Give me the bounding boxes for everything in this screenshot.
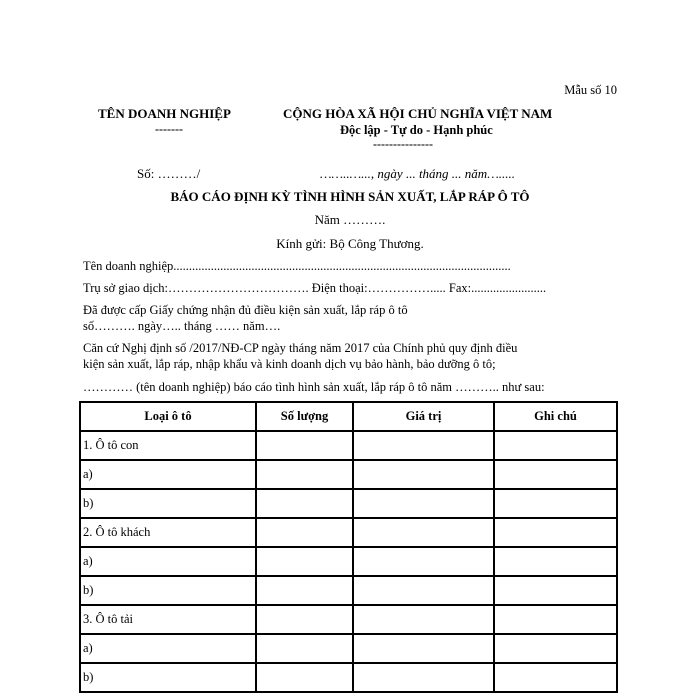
cell-quantity[interactable] <box>256 460 353 489</box>
cell-value[interactable] <box>353 576 494 605</box>
company-name-line: Tên doanh nghiệp............................................................................................................ <box>83 259 511 273</box>
cell-quantity[interactable] <box>256 605 353 634</box>
table-row <box>80 547 617 576</box>
recipient: Kính gửi: Bộ Công Thương. <box>276 236 424 251</box>
table-header-row <box>80 402 617 431</box>
document-number: Số: ………/ <box>137 166 201 181</box>
cell-notes[interactable] <box>494 547 617 576</box>
report-year: Năm ………. <box>314 212 386 227</box>
header-value: Giá trị <box>353 402 494 431</box>
table-row <box>80 634 617 663</box>
header-quantity: Số lượng <box>256 402 353 431</box>
address-line: Trụ sở giao dịch:……………………………. Điện thoại:……………..... Fax:........................ <box>83 281 547 295</box>
national-motto: Độc lập - Tự do - Hạnh phúc <box>340 123 493 137</box>
cell-vehicle-type: 1. Ô tô con <box>80 431 256 460</box>
cell-quantity[interactable] <box>256 634 353 663</box>
cell-vehicle-type: a) <box>80 460 256 489</box>
cell-vehicle-type: b) <box>80 489 256 518</box>
table-row <box>80 460 617 489</box>
cell-value[interactable] <box>353 663 494 692</box>
legal-basis-line-2: kiện sản xuất, lắp ráp, nhập khẩu và kinh doanh dịch vụ bảo hành, bảo dưỡng ô tô; <box>83 357 496 371</box>
certificate-line-1: Đã được cấp Giấy chứng nhận đủ điều kiện sản xuất, lắp ráp ô tô <box>83 303 408 317</box>
cell-notes[interactable] <box>494 431 617 460</box>
report-table <box>79 401 618 693</box>
cell-vehicle-type: 3. Ô tô tải <box>80 605 256 634</box>
cell-value[interactable] <box>353 605 494 634</box>
cell-quantity[interactable] <box>256 576 353 605</box>
national-title: CỘNG HÒA XÃ HỘI CHỦ NGHĨA VIỆT NAM <box>283 106 553 121</box>
cell-quantity[interactable] <box>256 547 353 576</box>
legal-basis-line-1: Căn cứ Nghị định số /2017/NĐ-CP ngày tháng năm 2017 của Chính phủ quy định điều <box>83 341 518 355</box>
table-row <box>80 489 617 518</box>
cell-vehicle-type: a) <box>80 547 256 576</box>
cell-quantity[interactable] <box>256 489 353 518</box>
cell-value[interactable] <box>353 547 494 576</box>
cell-notes[interactable] <box>494 489 617 518</box>
table-row <box>80 576 617 605</box>
table-row <box>80 431 617 460</box>
cell-vehicle-type: b) <box>80 663 256 692</box>
cell-notes[interactable] <box>494 460 617 489</box>
cell-value[interactable] <box>353 460 494 489</box>
report-title: BÁO CÁO ĐỊNH KỲ TÌNH HÌNH SẢN XUẤT, LẮP RÁP Ô TÔ <box>170 189 530 204</box>
cell-value[interactable] <box>353 489 494 518</box>
cell-vehicle-type: a) <box>80 634 256 663</box>
cell-notes[interactable] <box>494 663 617 692</box>
header-vehicle-type: Loại ô tô <box>80 402 256 431</box>
company-label: TÊN DOANH NGHIỆP <box>98 106 231 121</box>
cell-notes[interactable] <box>494 634 617 663</box>
table-row <box>80 518 617 547</box>
cell-notes[interactable] <box>494 518 617 547</box>
company-divider: ------- <box>155 122 183 136</box>
cell-vehicle-type: b) <box>80 576 256 605</box>
report-intro-line: ………… (tên doanh nghiệp) báo cáo tình hình sản xuất, lắp ráp ô tô năm ……….. như sau: <box>83 380 545 394</box>
cell-vehicle-type: 2. Ô tô khách <box>80 518 256 547</box>
header-notes: Ghi chú <box>494 402 617 431</box>
table-row <box>80 605 617 634</box>
certificate-line-2: số………. ngày….. tháng …… năm…. <box>83 319 281 333</box>
cell-value[interactable] <box>353 634 494 663</box>
motto-divider: --------------- <box>373 137 433 151</box>
cell-notes[interactable] <box>494 576 617 605</box>
cell-quantity[interactable] <box>256 663 353 692</box>
cell-quantity[interactable] <box>256 431 353 460</box>
document-date: ……..…..., ngày ... tháng ... năm…..... <box>320 166 516 181</box>
form-number: Mẫu số 10 <box>564 83 617 97</box>
table-row <box>80 663 617 692</box>
cell-quantity[interactable] <box>256 518 353 547</box>
cell-value[interactable] <box>353 518 494 547</box>
cell-value[interactable] <box>353 431 494 460</box>
cell-notes[interactable] <box>494 605 617 634</box>
